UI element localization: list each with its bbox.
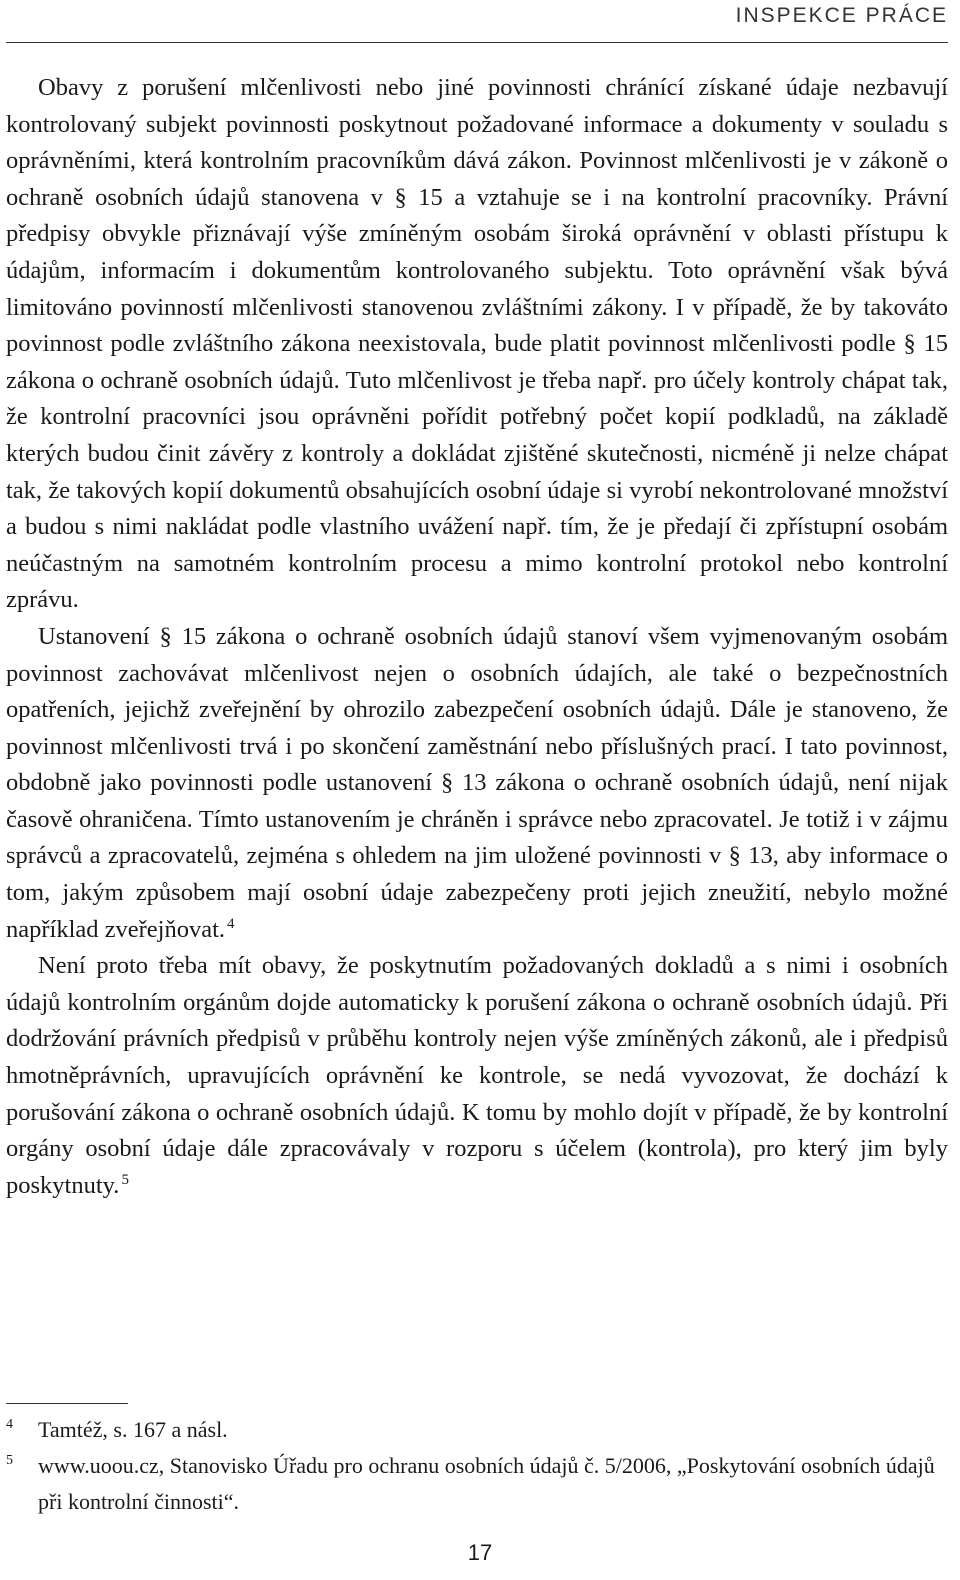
- paragraph-text: Obavy z porušení mlčenlivosti nebo jiné povinnosti chránící získané údaje nezbavují kontrolovaný subjekt povinnosti poskytnout požadované informace a dokumenty v souladu s oprávněními, která kontrolním pracovníkům dává zákon. Povinnost mlčenlivosti je v zákoně o ochraně osobních údajů stanovena v § 15 a vztahuje se i na kontrolní pracovníky. Právní předpisy obvykle přiznávají výše zmíněným osobám široká oprávnění v oblasti přístupu k údajům, informacím i dokumentům kontrolovaného subjektu. Toto oprávnění však bývá limitováno povinností mlčenlivosti stanovenou zvláštními zákony. I v případě, že by takováto povinnost podle zvláštního zákona neexistovala, bude platit povinnost mlčenlivosti podle § 15 zákona o ochraně osobních údajů. Tuto mlčenlivost je třeba např. pro účely kontroly chápat tak, že kontrolní pracovníci jsou oprávněni pořídit potřebný počet kopií podkladů, na základě kterých budou činit závěry z kontroly a dokládat zjištěné skutečnosti, nicméně ji nelze chápat tak, že takových kopií dokumentů obsahujících osobní údaje si vyrobí nekontrolované množství a budou s nimi nakládat podle vlastního uvážení např. tím, že je předají či zpřístupní osobám neúčastným na samotném kontrolním procesu a mimo kontrolní protokol nebo kontrolní zprávu.: [6, 74, 948, 614]
- footnote-5: [6, 1448, 948, 1520]
- page-number: 17: [467, 1540, 493, 1565]
- paragraph-text: Ustanovení § 15 zákona o ochraně osobních údajů stanoví všem vyjmenovaným osobám povinnost zachovávat mlčenlivost nejen o osobních údajích, ale také o bezpečnostních opatřeních, jejichž zveřejnění by ohrozilo zabezpečení osobních údajů. Dále je stanoveno, že povinnost mlčenlivosti trvá i po skončení zaměstnání nebo příslušných prací. I tato povinnost, obdobně jako povinnosti podle ustanovení § 13 zákona o ochraně osobních údajů, není nijak časově ohraničena. Tímto ustanovením je chráněn i správce nebo zpracovatel. Je totiž i v zájmu správců a zpracovatelů, zejména s ohledem na jim uložené povinnosti v § 13, aby informace o tom, jakým způsobem mají osobní údaje zabezpečeny proti jejich zneužití, nebylo možné například zveřejňovat.: [6, 622, 948, 943]
- page-header: [0, 0, 960, 44]
- footnote-ref-5[interactable]: 5: [121, 1171, 129, 1188]
- footnote-text: www.uoou.cz, Stanovisko Úřadu pro ochranu osobních údajů č. 5/2006, „Poskytování osobních údajů při kontrolní činnosti“.: [38, 1453, 935, 1514]
- paragraph-text: Není proto třeba mít obavy, že poskytnutím požadovaných dokladů a s nimi i osobních údajů kontrolním orgánům dojde automaticky k porušení zákona o ochraně osobních údajů. Při dodržování právních předpisů v průběhu kontroly nejen výše zmíněných zákonů, ale i předpisů hmotněprávních, upravujících oprávnění ke kontrole, se nedá vyvozovat, že dochází k porušování zákona o ochraně osobních údajů. K tomu by mohlo dojít v případě, že by kontrolní orgány osobní údaje dále zpracovávaly v rozporu s účelem (kontrola), pro který jim byly poskytnuty.: [6, 952, 948, 1199]
- footnote-text: Tamtéž, s. 167 a násl.: [38, 1417, 228, 1442]
- footnote-rule: [6, 1403, 128, 1404]
- footnote-ref-4[interactable]: 4: [227, 915, 235, 932]
- paragraph-3: [6, 948, 948, 1204]
- footnote-mark: 5: [6, 1453, 13, 1468]
- header-rule: [6, 42, 948, 43]
- footnotes: [6, 1412, 948, 1520]
- body-text: [6, 70, 948, 1204]
- paragraph-2: [6, 619, 948, 948]
- paragraph-1: [6, 70, 948, 619]
- footnote-mark: 4: [6, 1417, 13, 1432]
- footnote-4: [6, 1412, 948, 1448]
- running-head: INSPEKCE PRÁCE: [735, 4, 948, 27]
